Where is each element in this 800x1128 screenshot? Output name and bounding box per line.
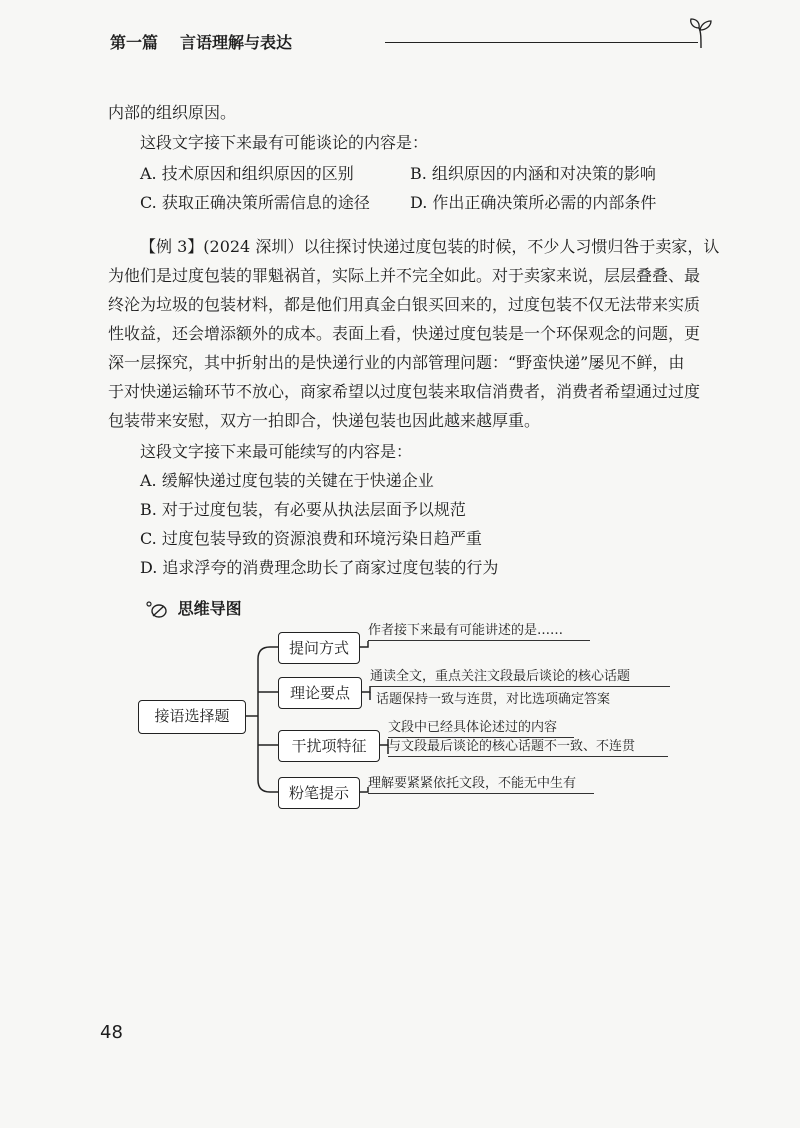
example3-line-5: 深一层探究，其中折射出的是快递行业的内部管理问题：“野蛮快递”屡见不鲜，由 — [108, 353, 685, 372]
mindmap-branch-tip — [278, 777, 360, 809]
mindmap-root — [138, 700, 246, 734]
example3-line-7: 包装带来安慰，双方一拍即合，快递包装也因此越来越厚重。 — [108, 411, 541, 430]
page-number: 48 — [100, 1022, 123, 1043]
example3-line-6: 于对快递运输环节不放心，商家希望以过度包装来取信消费者，消费者希望通过过度 — [108, 382, 701, 401]
prev-question-stem: 这段文字接下来最有可能谈论的内容是： — [140, 133, 429, 152]
prev-option-b: B. 组织原因的内涵和对决策的影响 — [410, 164, 656, 183]
leaf-theory-1: 通读全文，重点关注文段最后谈论的核心话题 — [370, 668, 670, 687]
example3-stem: 这段文字接下来最可能续写的内容是： — [140, 442, 413, 461]
example3-option-b: B. 对于过度包装，有必要从执法层面予以规范 — [140, 500, 466, 519]
mindmap-branch-theory — [278, 677, 362, 709]
mindmap-heading-text: 思维导图 — [177, 599, 242, 618]
example3-option-c: C. 过度包装导致的资源浪费和环境污染日趋严重 — [140, 529, 482, 548]
example3-line-4: 性收益，还会增添额外的成本。表面上看，快递过度包装是一个环保观念的问题，更 — [108, 324, 701, 343]
prev-option-d: D. 作出正确决策所必需的内部条件 — [410, 193, 657, 212]
example3-option-a: A. 缓解快递过度包装的关键在于快递企业 — [140, 471, 434, 490]
mindmap-branch-distractor — [278, 730, 380, 762]
prev-option-c: C. 获取正确决策所需信息的途径 — [140, 193, 370, 212]
leaf-distractor-2: 与文段最后谈论的核心话题不一致、不连贯 — [388, 738, 668, 757]
leaf-question-style-1: 作者接下来最有可能讲述的是…… — [368, 622, 590, 641]
example3-line-2: 为他们是过度包装的罪魁祸首，实际上并不完全如此。对于卖家来说，层层叠叠、最 — [108, 266, 701, 285]
branch-label: 理论要点 — [289, 684, 350, 702]
example3-option-d: D. 追求浮夸的消费理念助长了商家过度包装的行为 — [140, 558, 499, 577]
prev-continuation: 内部的组织原因。 — [108, 103, 237, 122]
branch-label: 干扰项特征 — [291, 737, 367, 755]
leaf-tip-1: 理解要紧紧依托文段，不能无中生有 — [368, 775, 594, 794]
example3-line-1: 【例 3】(2024 深圳）以往探讨快递过度包装的时候，不少人习惯归咎于卖家，认 — [140, 237, 720, 256]
leaf-theory-2: 话题保持一致与连贯，对比选项确定答案 — [376, 692, 611, 707]
example3-line-3: 终沦为垃圾的包装材料，都是他们用真金白银买回来的，过度包装不仅无法带来实质 — [108, 295, 701, 314]
mindmap-root-label: 接语选择题 — [154, 707, 230, 725]
prev-option-a: A. 技术原因和组织原因的区别 — [140, 164, 354, 183]
header-title: 言语理解与表达 — [180, 33, 293, 52]
mindmap-branch-question-style — [278, 632, 360, 664]
header-part: 第一篇 — [110, 33, 159, 52]
branch-label: 提问方式 — [288, 639, 349, 657]
branch-label: 粉笔提示 — [288, 784, 349, 802]
leaf-distractor-1: 文段中已经具体论述过的内容 — [388, 719, 574, 738]
